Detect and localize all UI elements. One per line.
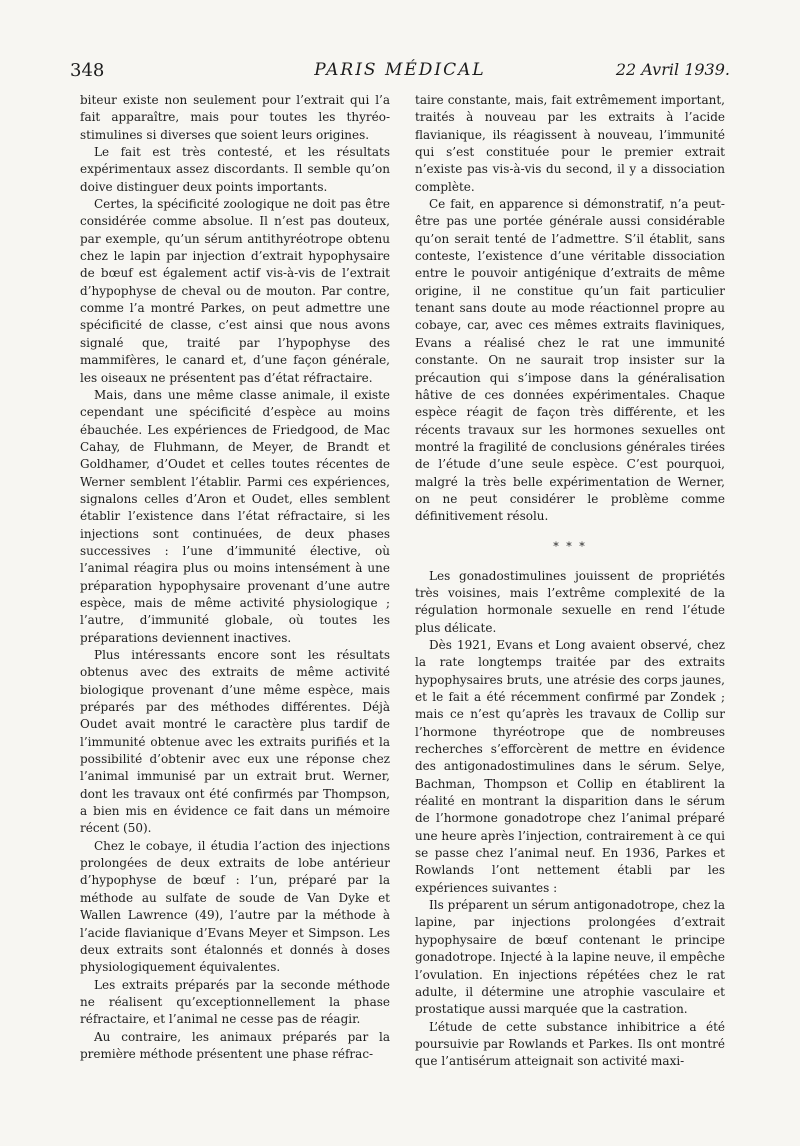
paragraph: taire constante, mais, fait extrêmement important, traités à nouveau par les extraits à l’acide flavianique, ils réagissent à nouveau, l’immunité qui s’est constituée pour le premier extrait n’existe pas vis-à-vis du second, il y a dissociation complète.	[415, 93, 725, 194]
page-number: 348	[70, 60, 105, 81]
paragraph: biteur existe non seulement pour l’extrait qui l’a fait apparaître, mais pour toutes les thyréo-stimulines si diverses que soient leurs origines.	[80, 93, 390, 142]
paragraph: Au contraire, les animaux préparés par la première méthode présentent une phase réfrac-	[80, 1029, 390, 1061]
journal-title: PARIS MÉDICAL	[314, 60, 486, 80]
page-header	[70, 60, 730, 86]
paragraph: Certes, la spécificité zoologique ne doit pas être considérée comme absolue. Il n’est pas douteux, par exemple, qu’un sérum antithyréotrope obtenu chez le lapin par injection d’extrait hypophysaire de bœuf est également actif vis-à-vis de l’extrait d’hypophyse de cheval ou de mouton. Par contre, comme l’a montré Parkes, on peut admettre une spécificité de classe, c’est ainsi que nous avons signalé que, traité par l’hypophyse des mammifères, le canard et, d’une façon générale, les oiseaux ne présentent pas d’état réfractaire.	[80, 197, 390, 385]
paragraph: Mais, dans une même classe animale, il existe cependant une spécificité d’espèce au moins ébauchée. Les expériences de Friedgood, de Mac Cahay, de Fluhmann, de Meyer, de Brandt et Goldhamer, d’Oudet et celles toutes récentes de Werner semblent l’établir. Parmi ces expériences, signalons celles d’Aron et Oudet, elles semblent établir l’existence dans l’état réfractaire, si les injections sont continuées, de deux phases successives : l’une d’immunité élective, où l’animal réagira plus ou moins intensément à une préparation hypophysaire provenant d’une autre espèce, mais de même activité physiologique ; l’autre, d’immunité globale, où toutes les préparations deviennent inactives.	[80, 387, 390, 645]
paragraph: Chez le cobaye, il étudia l’action des injections prolongées de deux extraits de lobe antérieur d’hypophyse de bœuf : l’un, préparé par la méthode au sulfate de soude de Van Dyke et Wallen Lawrence (49), l’autre par la méthode à l’acide flavianique d’Evans Meyer et Simpson. Les deux extraits sont étalonnés et donnés à doses physiologiquement équivalentes.	[80, 838, 390, 975]
paragraph: Le fait est très contesté, et les résultats expérimentaux assez discordants. Il semble qu’on doive distinguer deux points importants.	[80, 145, 390, 194]
section-separator: * * *	[553, 539, 587, 553]
paragraph: Les extraits préparés par la seconde méthode ne réalisent qu’exceptionnellement la phase réfractaire, et l’animal ne cesse pas de réagir.	[80, 977, 390, 1027]
left-column	[80, 92, 390, 1063]
paragraph: Dès 1921, Evans et Long avaient observé, chez la rate longtemps traitée par des extraits hypophysaires bruts, une atrésie des corps jaunes, et le fait a été récemment confirmé par Zondek ; mais ce n’est qu’après les travaux de Collip sur l’hormone thyréotrope que de nombreuses recherches s’efforcèrent de mettre en évidence des antigonadostimulines dans le sérum. Selye, Bachman, Thompson et Collip en établirent la réalité en montrant la disparition dans le sérum de l’hormone gonadotrope chez l’animal préparé une heure après l’injection, contrairement à ce qui se passe chez l’animal neuf. En 1936, Parkes et Rowlands l’ont nettement établi par les expériences suivantes :	[415, 637, 725, 895]
paragraph: Plus intéressants encore sont les résultats obtenus avec des extraits de même activité biologique provenant d’une même espèce, mais préparés par des méthodes différentes. Déjà Oudet avait montré le caractère plus tardif de l’immunité obtenue avec les extraits purifiés et la possibilité d’obtenir avec eux une réponse chez l’animal immunisé par un extrait brut. Werner, dont les travaux ont été confirmés par Thompson, a bien mis en évidence ce fait dans un mémoire récent (50).	[80, 648, 390, 836]
paragraph: L’étude de cette substance inhibitrice a été poursuivie par Rowlands et Parkes. Ils ont montré que l’antisérum atteignait son activité maxi-	[415, 1019, 725, 1069]
paragraph: Les gonadostimulines jouissent de propriétés très voisines, mais l’extrême complexité de la régulation hormonale sexuelle en rend l’étude plus délicate.	[415, 568, 725, 635]
issue-date: 22 Avril 1939.	[615, 60, 730, 79]
paragraph: Ils préparent un sérum antigonadotrope, chez la lapine, par injections prolongées d’extrait hypophysaire de bœuf contenant le principe gonadotrope. Injecté à la lapine neuve, il empêche l’ovulation. En injections répétées chez le rat adulte, il détermine une atrophie vasculaire et prostatique aussi marquée que la castration.	[415, 898, 725, 1017]
right-column	[415, 92, 725, 1071]
paragraph: Ce fait, en apparence si démonstratif, n’a peut-être pas une portée générale aussi considérable qu’on serait tenté de l’admettre. S’il établit, sans conteste, l’existence d’une véritable dissociation entre le pouvoir antigénique d’extraits de même origine, il ne constitue qu’un fait particulier tenant sans doute au mode réactionnel propre au cobaye, car, avec ces mêmes extraits flaviniques, Evans a réalisé chez le rat une immunité constante. On ne saurait trop insister sur la précaution qui s’impose dans la généralisation hâtive de ces données expérimentales. Chaque espèce réagit de façon très différente, et les récents travaux sur les hormones sexuelles ont montré la fragilité de conclusions générales tirées de l’étude d’une seule espèce. C’est pourquoi, malgré la très belle expérimentation de Werner, on ne peut considérer le problème comme définitivement résolu.	[415, 197, 725, 524]
